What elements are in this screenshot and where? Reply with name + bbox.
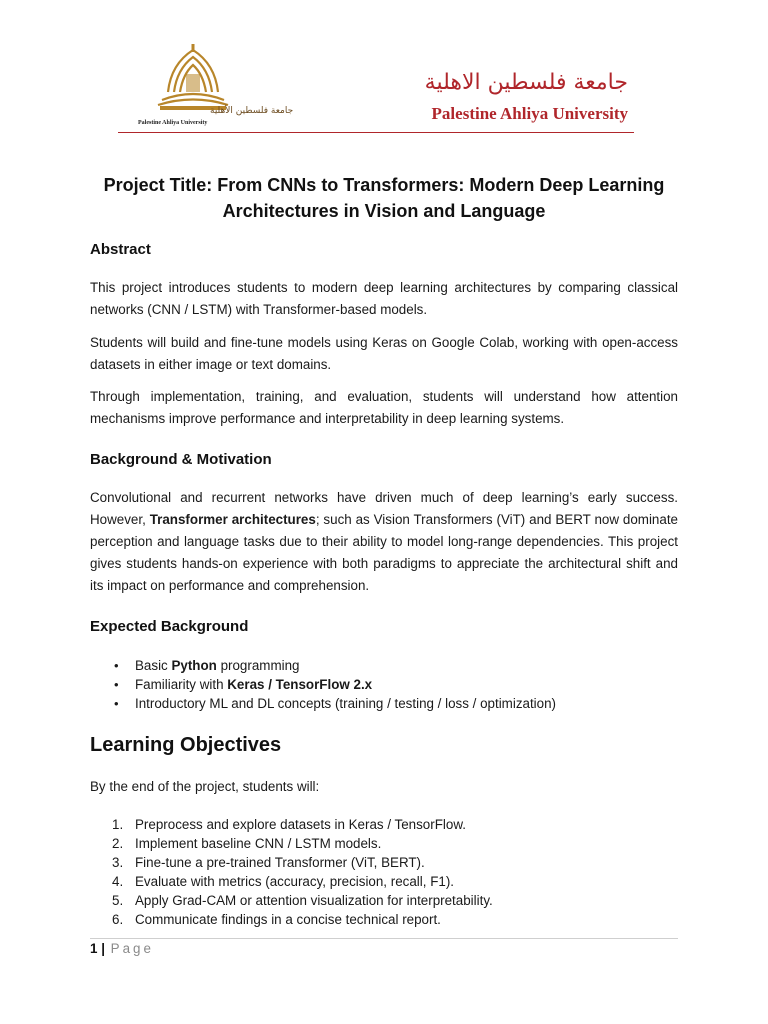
item-text: Familiarity with: [135, 677, 228, 692]
logo-arabic-name: جامعة فلسطين الأهلية: [210, 106, 294, 116]
university-logo: [138, 44, 248, 112]
background-text-end: ; such as Vision Transformers (ViT) and BERT now dominate perception and language tasks due to their ability to model long-range dependencies. This project gives students hands-on experience with both paradigms to appreciate the architectural shift and its impact on performance and comprehension.: [90, 512, 678, 593]
list-item: [90, 910, 678, 929]
bullet-marker: •: [114, 658, 119, 673]
item-number: 5.: [112, 893, 124, 908]
abstract-paragraph-1: This project introduces students to modern deep learning architectures by comparing classical networks (CNN / LSTM) with Transformer-based models.: [90, 280, 678, 317]
item-bold: Keras / TensorFlow 2.x: [227, 677, 373, 692]
item-number: 4.: [112, 874, 124, 889]
project-title: Project Title: From CNNs to Transformers: Modern Deep Learning Architectures in Vision and Language: [103, 175, 665, 221]
page-number: 1: [90, 941, 98, 956]
bullet-marker: •: [114, 677, 119, 692]
list-item: [90, 656, 678, 675]
letterhead: [118, 44, 638, 136]
list-item: [90, 675, 678, 694]
list-item: [90, 853, 678, 872]
item-text: Apply Grad-CAM or attention visualization for interpretability.: [135, 893, 493, 908]
item-text: Introductory ML and DL concepts (training / testing / loss / optimization): [135, 696, 557, 711]
logo-english-name: Palestine Ahliya University: [138, 120, 208, 126]
background-heading: Background & Motivation: [90, 451, 272, 468]
item-text: Communicate findings in a concise technical report.: [135, 912, 441, 927]
background-bold-term: Transformer architectures: [149, 512, 316, 527]
expected-background-list: [90, 656, 678, 713]
abstract-paragraph-3: Through implementation, training, and evaluation, students will understand how attention mechanisms improve performance and interpretability in deep learning systems.: [90, 389, 678, 426]
bullet-marker: •: [114, 696, 119, 711]
item-number: 1.: [112, 817, 124, 832]
footer-separator: |: [101, 941, 105, 956]
background-text-start: Convolutional and recurrent networks have driven much of deep learning’s early success. However,: [90, 490, 678, 527]
item-text: Fine-tune a pre-trained Transformer (ViT, BERT).: [135, 855, 425, 870]
learning-objectives-heading: Learning Objectives: [90, 734, 282, 756]
item-bold: Python: [171, 658, 217, 673]
page-label: Page: [110, 941, 154, 956]
footer-divider: [90, 938, 678, 939]
item-number: 2.: [112, 836, 124, 851]
list-item: [90, 834, 678, 853]
item-number: 3.: [112, 855, 124, 870]
learning-objectives-list: [90, 815, 678, 929]
item-text: programming: [216, 658, 300, 673]
header-divider: [118, 132, 634, 133]
list-item: [90, 694, 678, 713]
abstract-paragraph-2: Students will build and fine-tune models using Keras on Google Colab, working with open-access datasets in either image or text domains.: [90, 335, 678, 372]
page-footer: [90, 941, 154, 956]
abstract-heading: Abstract: [90, 241, 151, 258]
list-item: [90, 891, 678, 910]
list-item: [90, 815, 678, 834]
item-text: Basic: [135, 658, 172, 673]
item-number: 6.: [112, 912, 124, 927]
expected-background-heading: Expected Background: [90, 618, 249, 635]
learning-objectives-intro: By the end of the project, students will:: [90, 779, 320, 794]
university-name-english: Palestine Ahliya University: [431, 104, 628, 123]
item-text: Evaluate with metrics (accuracy, precision, recall, F1).: [135, 874, 454, 889]
background-paragraph: [90, 487, 678, 597]
university-name-arabic: جامعة فلسطين الاهلية: [424, 70, 628, 95]
list-item: [90, 872, 678, 891]
item-text: Implement baseline CNN / LSTM models.: [135, 836, 382, 851]
item-text: Preprocess and explore datasets in Keras / TensorFlow.: [135, 817, 466, 832]
